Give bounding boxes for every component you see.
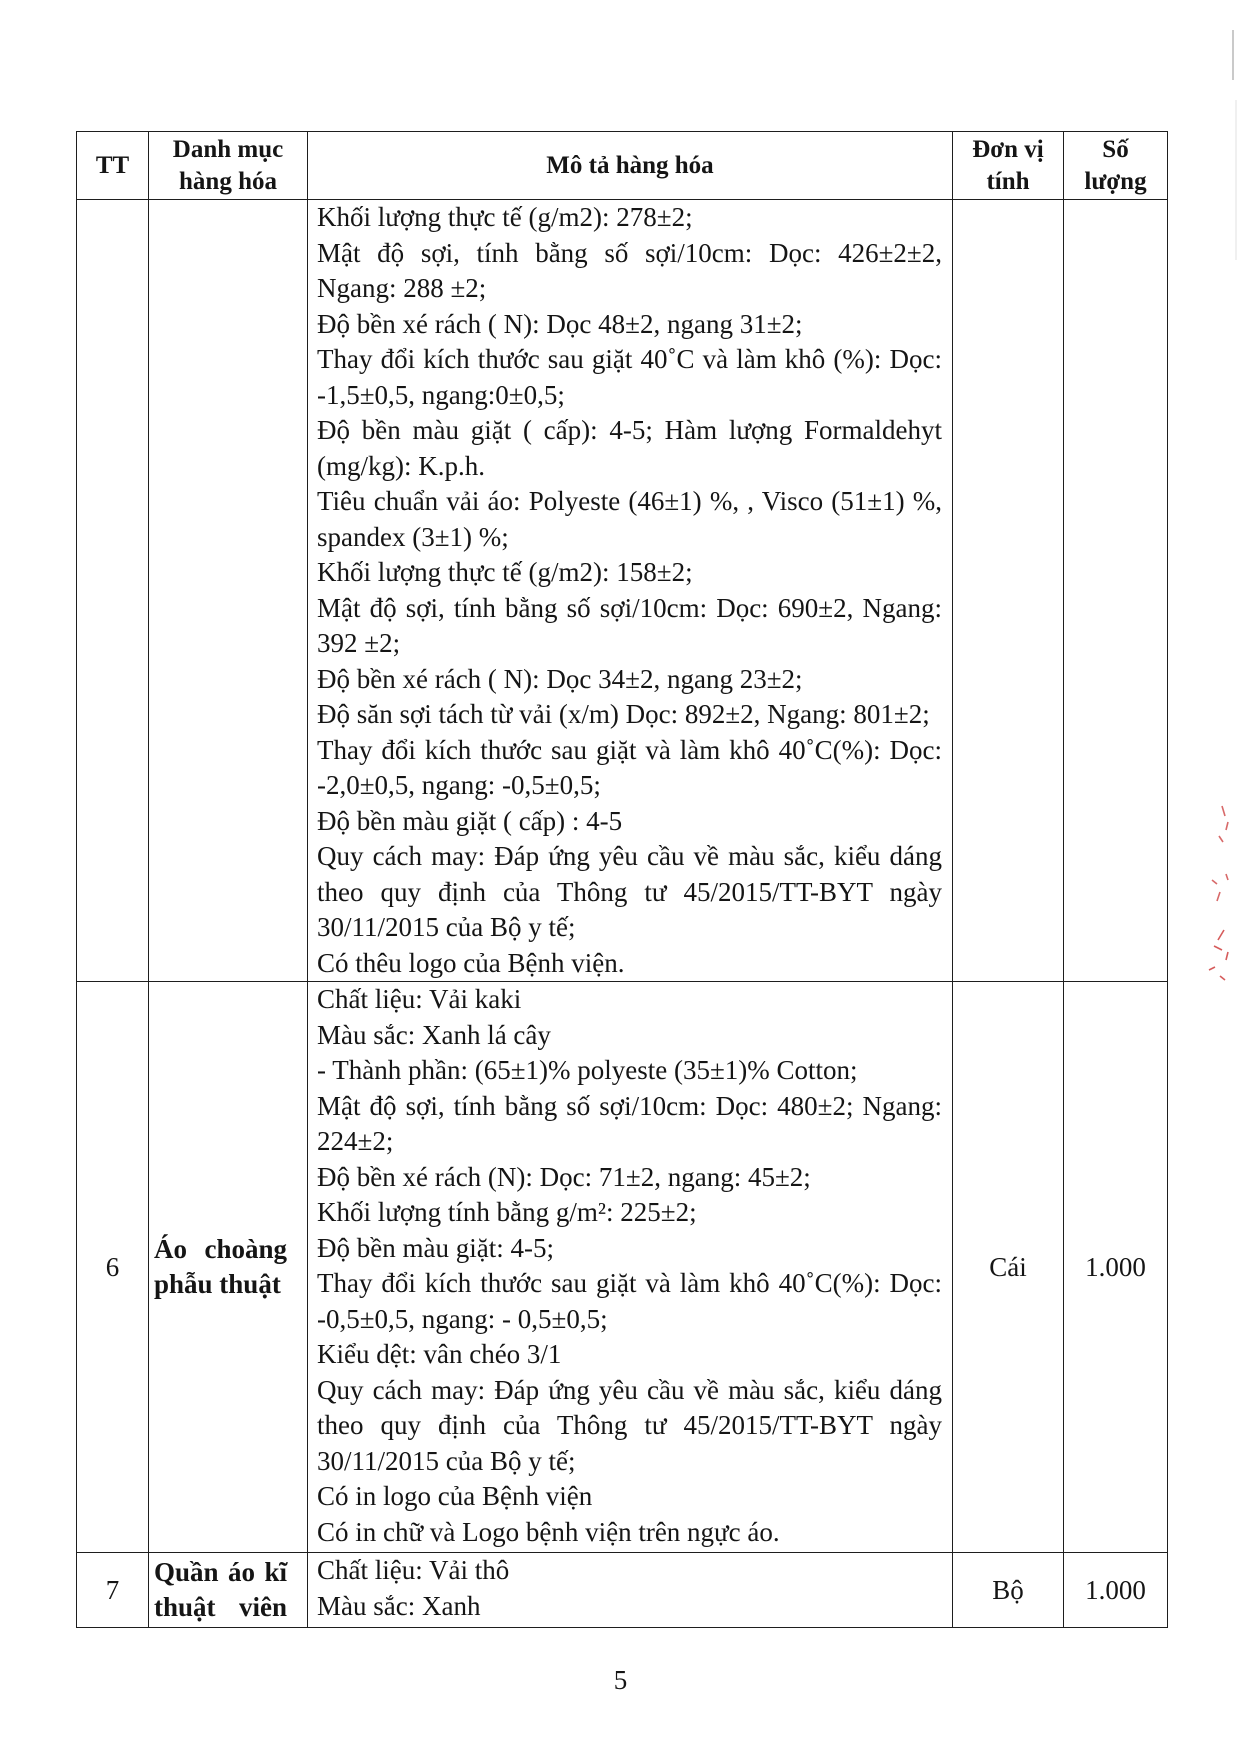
row-unit-cell	[953, 1553, 1064, 1628]
description-line: -0,5±0,5, ngang: - 0,5±0,5;	[317, 1303, 608, 1334]
table-row	[77, 982, 1168, 1553]
header-category	[149, 132, 308, 200]
row-description-cell	[308, 200, 953, 982]
description-line: Khối lượng thực tế (g/m2): 278±2;	[317, 202, 693, 232]
description-line: Kiểu dệt: vân chéo 3/1	[317, 1339, 562, 1369]
goods-table	[76, 131, 1168, 1628]
description-list	[317, 982, 942, 1550]
description-line: Độ bền xé rách (N): Dọc: 71±2, ngang: 45±2;	[317, 1161, 811, 1192]
row-quantity-cell	[1064, 982, 1168, 1553]
description-item	[317, 236, 942, 307]
description-line: Thay đổi kích thước sau giặt và làm khô 40˚C(%): Dọc:	[317, 1268, 942, 1298]
description-line: Mật độ sợi, tính bằng số sợi/10cm: Dọc: 690±2, Ngang:	[317, 592, 942, 623]
description-line: -2,0±0,5, ngang: -0,5±0,5;	[317, 770, 601, 800]
description-list	[317, 1553, 942, 1624]
description-item	[317, 1160, 942, 1196]
description-line: Chất liệu: Vải thô	[317, 1555, 510, 1585]
row-category-cell	[149, 1553, 308, 1628]
header-unit	[953, 132, 1064, 200]
quantity-value: 1.000	[1085, 1251, 1146, 1282]
description-item	[317, 1337, 942, 1373]
category-name	[154, 1555, 287, 1626]
description-line: theo quy định của Thông tư 45/2015/TT-BYT ngày	[317, 1410, 942, 1440]
description-item	[317, 1373, 942, 1480]
row-tt-cell	[77, 1553, 149, 1628]
category-line: phẫu thuật	[154, 1269, 281, 1299]
table-row	[77, 1553, 1168, 1628]
description-line: Mật độ sợi, tính bằng số sợi/10cm: Dọc: 426±2±2,	[317, 237, 942, 268]
header-tt-label: TT	[95, 151, 130, 179]
description-item	[317, 1266, 942, 1337]
row-number: 7	[105, 1574, 120, 1605]
description-line: Có in chữ và Logo bệnh viện trên ngực áo.	[317, 1516, 780, 1547]
description-line: theo quy định của Thông tư 45/2015/TT-BYT ngày	[317, 876, 942, 907]
description-line: Mật độ sợi, tính bằng số sợi/10cm: Dọc: 480±2; Ngang:	[317, 1090, 942, 1121]
header-category-line: Danh mục	[172, 135, 284, 163]
header-quantity-line: lượng	[1084, 167, 1147, 195]
description-line: Thay đổi kích thước sau giặt 40˚C và làm khô (%): Dọc:	[317, 344, 942, 374]
header-category-line: hàng hóa	[179, 167, 277, 195]
header-description-label: Mô tả hàng hóa	[546, 151, 714, 179]
description-item	[317, 342, 942, 413]
description-line: Độ bền màu giặt: 4-5;	[317, 1232, 554, 1263]
description-line: 392 ±2;	[317, 628, 401, 658]
description-line: Độ bền màu giặt ( cấp) : 4-5	[317, 805, 623, 836]
description-item	[317, 1018, 942, 1054]
description-line: Có thêu logo của Bệnh viện.	[317, 947, 625, 978]
quantity-value: 1.000	[1085, 1574, 1146, 1605]
description-line: (mg/kg): K.p.h.	[317, 450, 485, 481]
description-line: Độ săn sợi tách từ vải (x/m) Dọc: 892±2, Ngang: 801±2;	[317, 699, 930, 729]
description-item	[317, 804, 942, 840]
description-item	[317, 1479, 942, 1515]
description-line: 30/11/2015 của Bộ y tế;	[317, 912, 576, 942]
category-line: thuật viên	[154, 1592, 287, 1622]
header-quantity	[1064, 132, 1168, 200]
description-item	[317, 946, 942, 982]
description-line: Tiêu chuẩn vải áo: Polyeste (46±1) %, , Visco (51±1) %,	[317, 486, 942, 516]
header-unit-line: Đơn vị	[972, 135, 1044, 163]
description-line: Quy cách may: Đáp ứng yêu cầu về màu sắc, kiểu dáng	[317, 841, 942, 871]
row-tt-cell	[77, 200, 149, 982]
description-line: - Thành phần: (65±1)% polyeste (35±1)% Cotton;	[317, 1055, 858, 1085]
description-item	[317, 307, 942, 343]
row-description-cell	[308, 982, 953, 1553]
unit-value: Cái	[989, 1251, 1027, 1282]
row-number: 6	[105, 1251, 120, 1282]
row-tt-cell	[77, 982, 149, 1553]
description-item	[317, 1053, 942, 1089]
description-line: Thay đổi kích thước sau giặt và làm khô 40˚C(%): Dọc:	[317, 734, 942, 765]
header-unit-line: tính	[986, 167, 1030, 195]
description-line: Ngang: 288 ±2;	[317, 273, 487, 303]
description-line: Màu sắc: Xanh lá cây	[317, 1019, 551, 1050]
description-item	[317, 1553, 942, 1589]
description-item	[317, 982, 942, 1018]
row-category-cell	[149, 200, 308, 982]
description-item	[317, 1515, 942, 1551]
row-category-cell	[149, 982, 308, 1553]
description-item	[317, 839, 942, 946]
unit-value: Bộ	[992, 1574, 1024, 1605]
description-item	[317, 1195, 942, 1231]
description-item	[317, 413, 942, 484]
description-item	[317, 697, 942, 733]
category-line: Quần áo kĩ	[154, 1556, 287, 1587]
description-line: 224±2;	[317, 1126, 394, 1156]
table-row	[77, 200, 1168, 982]
row-unit-cell	[953, 200, 1064, 982]
row-quantity-cell	[1064, 200, 1168, 982]
description-line: 30/11/2015 của Bộ y tế;	[317, 1445, 576, 1476]
description-line: Có in logo của Bệnh viện	[317, 1481, 593, 1511]
description-line: Khối lượng tính bằng g/m²: 225±2;	[317, 1197, 697, 1227]
header-quantity-line: Số	[1102, 135, 1129, 163]
table-header-row	[77, 132, 1168, 200]
description-line: spandex (3±1) %;	[317, 521, 509, 552]
row-unit-cell	[953, 982, 1064, 1553]
description-line: Độ bền màu giặt ( cấp): 4-5; Hàm lượng Formaldehyt	[317, 415, 942, 445]
description-line: Độ bền xé rách ( N): Dọc 48±2, ngang 31±2;	[317, 308, 803, 339]
description-item	[317, 662, 942, 698]
description-line: -1,5±0,5, ngang:0±0,5;	[317, 379, 565, 410]
description-item	[317, 733, 942, 804]
row-quantity-cell	[1064, 1553, 1168, 1628]
description-line: Màu sắc: Xanh	[317, 1590, 481, 1621]
category-name	[154, 1232, 287, 1303]
description-list	[317, 200, 942, 981]
description-item	[317, 1231, 942, 1267]
description-item	[317, 200, 942, 236]
description-line: Khối lượng thực tế (g/m2): 158±2;	[317, 557, 693, 587]
description-item	[317, 591, 942, 662]
description-item	[317, 484, 942, 555]
description-item	[317, 555, 942, 591]
category-line: Áo choàng	[154, 1233, 287, 1264]
header-description	[308, 132, 953, 200]
description-line: Quy cách may: Đáp ứng yêu cầu về màu sắc, kiểu dáng	[317, 1374, 942, 1405]
page-number: 5	[613, 1665, 628, 1695]
description-item	[317, 1589, 942, 1625]
description-line: Chất liệu: Vải kaki	[317, 984, 522, 1014]
header-tt	[77, 132, 149, 200]
row-description-cell	[308, 1553, 953, 1628]
description-item	[317, 1089, 942, 1160]
description-line: Độ bền xé rách ( N): Dọc 34±2, ngang 23±2;	[317, 663, 803, 694]
